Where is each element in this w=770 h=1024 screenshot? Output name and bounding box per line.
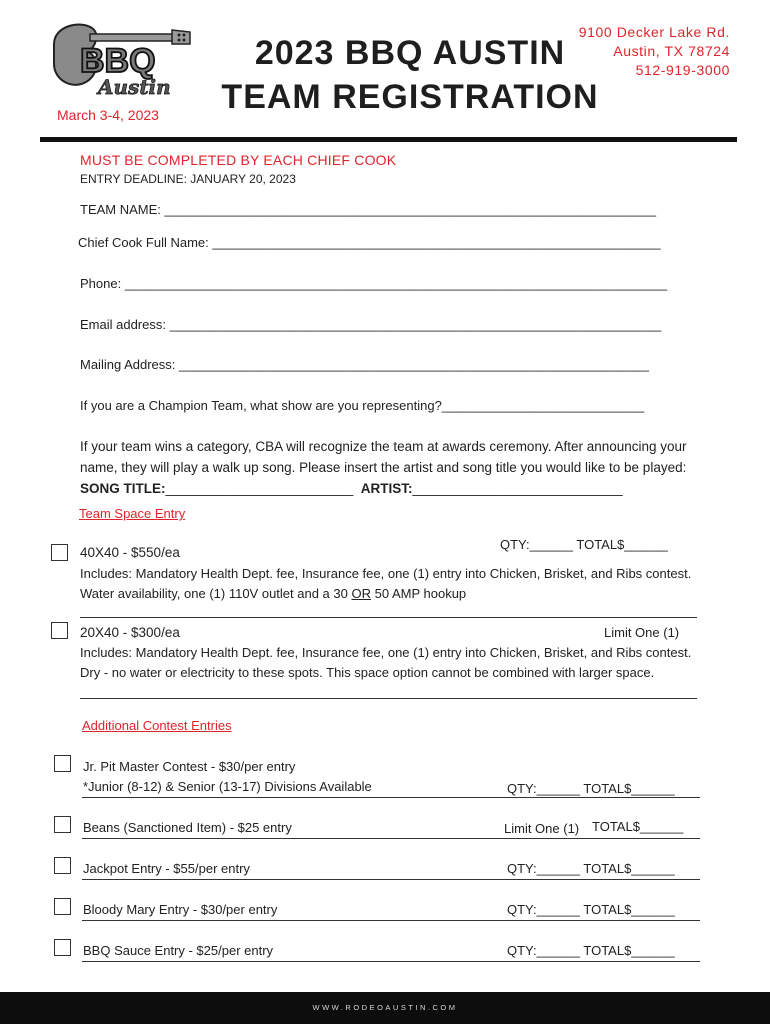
page-title-line2: TEAM REGISTRATION <box>221 78 599 116</box>
mailing-address-field[interactable]: Mailing Address: _________________________________________________________________ <box>80 357 649 372</box>
footer-bar <box>0 992 770 1024</box>
address-line2: Austin, TX 78724 <box>613 43 730 59</box>
checkbox-bbq-sauce[interactable] <box>54 939 71 956</box>
option-40x40-desc-text: Includes: Mandatory Health Dept. fee, Insurance fee, one (1) entry into Chicken, Brisket, and Ribs contest. Water availability, one (1) 110V outlet and a 30 <box>80 566 692 601</box>
divider <box>82 879 700 880</box>
divider <box>80 617 697 618</box>
artist-label: ARTIST: <box>360 481 413 496</box>
jackpot-qty-total[interactable]: QTY:______ TOTAL$______ <box>507 861 675 876</box>
phone-field[interactable]: Phone: ___________________________________________________________________________ <box>80 276 668 291</box>
option-20x40-description: Includes: Mandatory Health Dept. fee, Insurance fee, one (1) entry into Chicken, Brisket, and Ribs contest. Dry - no water or electricity to these spots. This space option cannot be combined with larger space. <box>80 645 692 680</box>
champion-show-field[interactable]: If you are a Champion Team, what show are you representing?____________________________ <box>80 398 645 413</box>
option-40x40-desc-end: 50 AMP hookup <box>370 585 467 601</box>
checkbox-jr-pit-master[interactable] <box>54 755 71 772</box>
logo-script-text: Austin <box>98 75 171 99</box>
email-field[interactable]: Email address: ____________________________________________________________________ <box>80 317 662 332</box>
checkbox-bloody-mary[interactable] <box>54 898 71 915</box>
option-40x40-title: 40X40 - $550/ea <box>80 545 180 560</box>
artist-field[interactable]: ____________________________ <box>412 481 623 496</box>
team-space-heading: Team Space Entry <box>79 506 186 521</box>
option-20x40-limit: Limit One (1) <box>604 625 680 640</box>
divider <box>82 797 700 798</box>
jr-pit-master-label: Jr. Pit Master Contest - $30/per entry <box>83 759 296 774</box>
bbq-austin-logo <box>50 16 192 102</box>
option-40x40-qty-total[interactable]: QTY:______ TOTAL$______ <box>500 537 668 552</box>
header-divider <box>40 137 737 142</box>
song-title-field[interactable]: _________________________ <box>165 481 354 496</box>
divider <box>82 961 700 962</box>
page-title-line1: 2023 BBQ AUSTIN <box>254 34 566 72</box>
checkbox-beans[interactable] <box>54 816 71 833</box>
additional-entries-heading: Additional Contest Entries <box>82 718 232 733</box>
checkbox-40x40[interactable] <box>51 544 68 561</box>
beans-limit: Limit One (1) <box>504 821 580 836</box>
jr-pit-master-divisions: *Junior (8-12) & Senior (13-17) Divisions Available <box>83 779 372 794</box>
bloody-mary-qty-total[interactable]: QTY:______ TOTAL$______ <box>507 902 675 917</box>
phone-number: 512-919-3000 <box>635 62 730 78</box>
option-20x40-title: 20X40 - $300/ea <box>80 625 180 640</box>
bloody-mary-label: Bloody Mary Entry - $30/per entry <box>83 902 278 917</box>
option-40x40-desc-or: OR <box>351 585 371 601</box>
jr-pit-master-qty-total[interactable]: QTY:______ TOTAL$______ <box>507 781 675 796</box>
logo-bbq-text: BBQ <box>80 42 156 80</box>
song-title-label: SONG TITLE: <box>80 481 166 496</box>
divider <box>80 698 697 699</box>
footer-website[interactable]: WWW.RODEOAUSTIN.COM <box>312 1003 458 1012</box>
bbq-sauce-label: BBQ Sauce Entry - $25/per entry <box>83 943 274 958</box>
song-instructions: If your team wins a category, CBA will recognize the team at awards ceremony. After announcing your name, they will play a walk up song. Please insert the artist and song title you would like to be played: <box>80 439 687 475</box>
entry-deadline: ENTRY DEADLINE: JANUARY 20, 2023 <box>80 172 296 186</box>
checkbox-jackpot[interactable] <box>54 857 71 874</box>
walk-up-song-paragraph <box>80 436 695 499</box>
bbq-sauce-qty-total[interactable]: QTY:______ TOTAL$______ <box>507 943 675 958</box>
beans-label: Beans (Sanctioned Item) - $25 entry <box>83 820 292 835</box>
team-name-field[interactable]: TEAM NAME: ____________________________________________________________________ <box>80 202 657 217</box>
chief-cook-field[interactable]: Chief Cook Full Name: ______________________________________________________________ <box>78 235 661 250</box>
must-complete-notice: MUST BE COMPLETED BY EACH CHIEF COOK <box>80 152 397 168</box>
checkbox-20x40[interactable] <box>51 622 68 639</box>
jackpot-label: Jackpot Entry - $55/per entry <box>83 861 250 876</box>
address-line1: 9100 Decker Lake Rd. <box>578 24 730 40</box>
beans-total[interactable]: TOTAL$______ <box>592 819 684 834</box>
event-date: March 3-4, 2023 <box>57 107 159 123</box>
option-40x40-description <box>80 564 705 603</box>
divider <box>82 920 700 921</box>
divider <box>82 838 700 839</box>
